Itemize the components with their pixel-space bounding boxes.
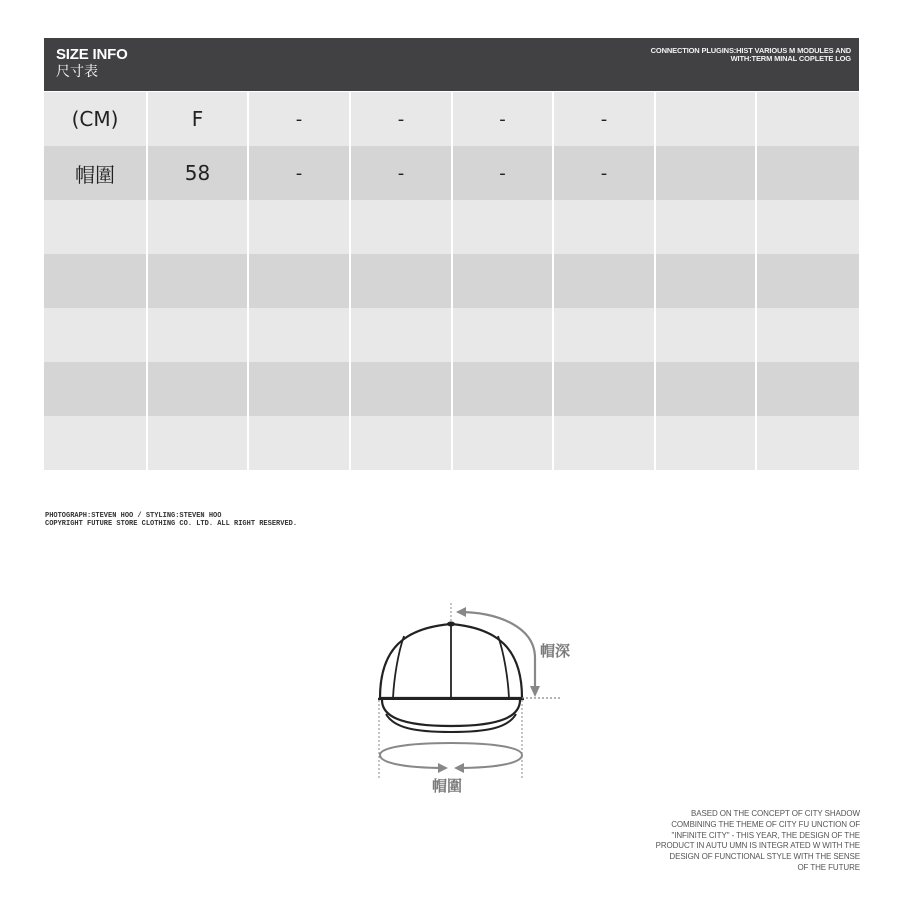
cap-circumference-label: 帽圍 xyxy=(432,777,463,795)
table-cell xyxy=(351,254,453,308)
table-cell: - xyxy=(351,146,453,200)
table-cell xyxy=(554,308,656,362)
cap-measurement-diagram xyxy=(360,598,570,803)
table-cell xyxy=(351,416,453,470)
table-cell xyxy=(249,416,351,470)
table-cell xyxy=(757,200,859,254)
table-cell xyxy=(249,308,351,362)
table-cell: F xyxy=(148,92,249,146)
table-cell xyxy=(44,308,148,362)
table-cell xyxy=(453,416,554,470)
table-cell xyxy=(249,362,351,416)
table-row xyxy=(44,200,859,254)
table-cell: 58 xyxy=(148,146,249,200)
description-line: "INFINITE CITY" - THIS YEAR, THE DESIGN OF THE xyxy=(671,830,860,840)
table-cell xyxy=(757,416,859,470)
table-cell xyxy=(554,362,656,416)
table-cell xyxy=(757,308,859,362)
table-cell xyxy=(656,416,757,470)
table-cell xyxy=(148,308,249,362)
photo-credits xyxy=(45,512,297,528)
table-row xyxy=(44,416,859,470)
table-cell xyxy=(757,254,859,308)
table-title: SIZE INFO xyxy=(56,46,128,63)
table-cell: - xyxy=(554,146,656,200)
table-cell xyxy=(554,416,656,470)
table-subtitle: 尺寸表 xyxy=(56,64,98,80)
table-cell xyxy=(351,308,453,362)
table-cell xyxy=(656,362,757,416)
table-cell xyxy=(656,308,757,362)
table-cell xyxy=(656,254,757,308)
table-row xyxy=(44,254,859,308)
table-cell xyxy=(656,200,757,254)
header-note-line: WITH:TERM MINAL COPLETE LOG xyxy=(730,54,851,63)
description-line: COMBINING THE THEME OF CITY FU UNCTION OF xyxy=(671,819,860,829)
size-info-table xyxy=(44,38,859,470)
table-cell xyxy=(453,254,554,308)
table-cell xyxy=(757,92,859,146)
description-line: BASED ON THE CONCEPT OF CITY SHADOW xyxy=(691,809,860,818)
table-cell: - xyxy=(554,92,656,146)
table-body xyxy=(44,92,859,470)
table-cell xyxy=(148,200,249,254)
table-cell xyxy=(44,362,148,416)
table-cell xyxy=(351,362,453,416)
table-row-circumference xyxy=(44,146,859,200)
table-cell: - xyxy=(249,146,351,200)
table-row xyxy=(44,362,859,416)
table-cell xyxy=(44,416,148,470)
table-cell xyxy=(656,146,757,200)
table-cell xyxy=(453,200,554,254)
table-row xyxy=(44,308,859,362)
table-cell xyxy=(656,92,757,146)
copyright-line: COPYRIGHT FUTURE STORE CLOTHING CO. LTD. ALL RIGHT RESERVED. xyxy=(45,520,298,528)
table-cell xyxy=(148,416,249,470)
cap-outline-icon xyxy=(360,598,570,803)
table-cell: - xyxy=(453,92,554,146)
credits-line: PHOTOGRAPH:STEVEN HOO / STYLING:STEVEN HOO xyxy=(45,512,222,520)
description-line: PRODUCT IN AUTU UMN IS INTEGR ATED W WITH THE xyxy=(655,841,860,851)
table-cell xyxy=(351,200,453,254)
table-cell xyxy=(148,362,249,416)
table-row-unit xyxy=(44,92,859,146)
header-note xyxy=(651,47,851,63)
table-cell xyxy=(757,146,859,200)
product-description xyxy=(600,809,860,874)
table-cell xyxy=(453,362,554,416)
table-cell xyxy=(249,254,351,308)
table-cell xyxy=(249,200,351,254)
description-line: OF THE FUTURE xyxy=(797,862,860,872)
table-cell xyxy=(44,254,148,308)
description-line: DESIGN OF FUNCTIONAL STYLE WITH THE SENSE xyxy=(669,852,860,862)
table-cell xyxy=(44,200,148,254)
cap-depth-label: 帽深 xyxy=(540,642,571,660)
header-note-line: CONNECTION PLUGINS:HIST VARIOUS M MODULES AND xyxy=(650,46,851,55)
table-cell: (CM) xyxy=(44,92,148,146)
table-cell: - xyxy=(453,146,554,200)
table-cell: - xyxy=(351,92,453,146)
table-cell: 帽圍 xyxy=(44,146,148,200)
table-cell: - xyxy=(249,92,351,146)
table-header xyxy=(44,38,859,91)
table-cell xyxy=(148,254,249,308)
table-cell xyxy=(554,254,656,308)
table-cell xyxy=(757,362,859,416)
table-cell xyxy=(554,200,656,254)
table-cell xyxy=(453,308,554,362)
